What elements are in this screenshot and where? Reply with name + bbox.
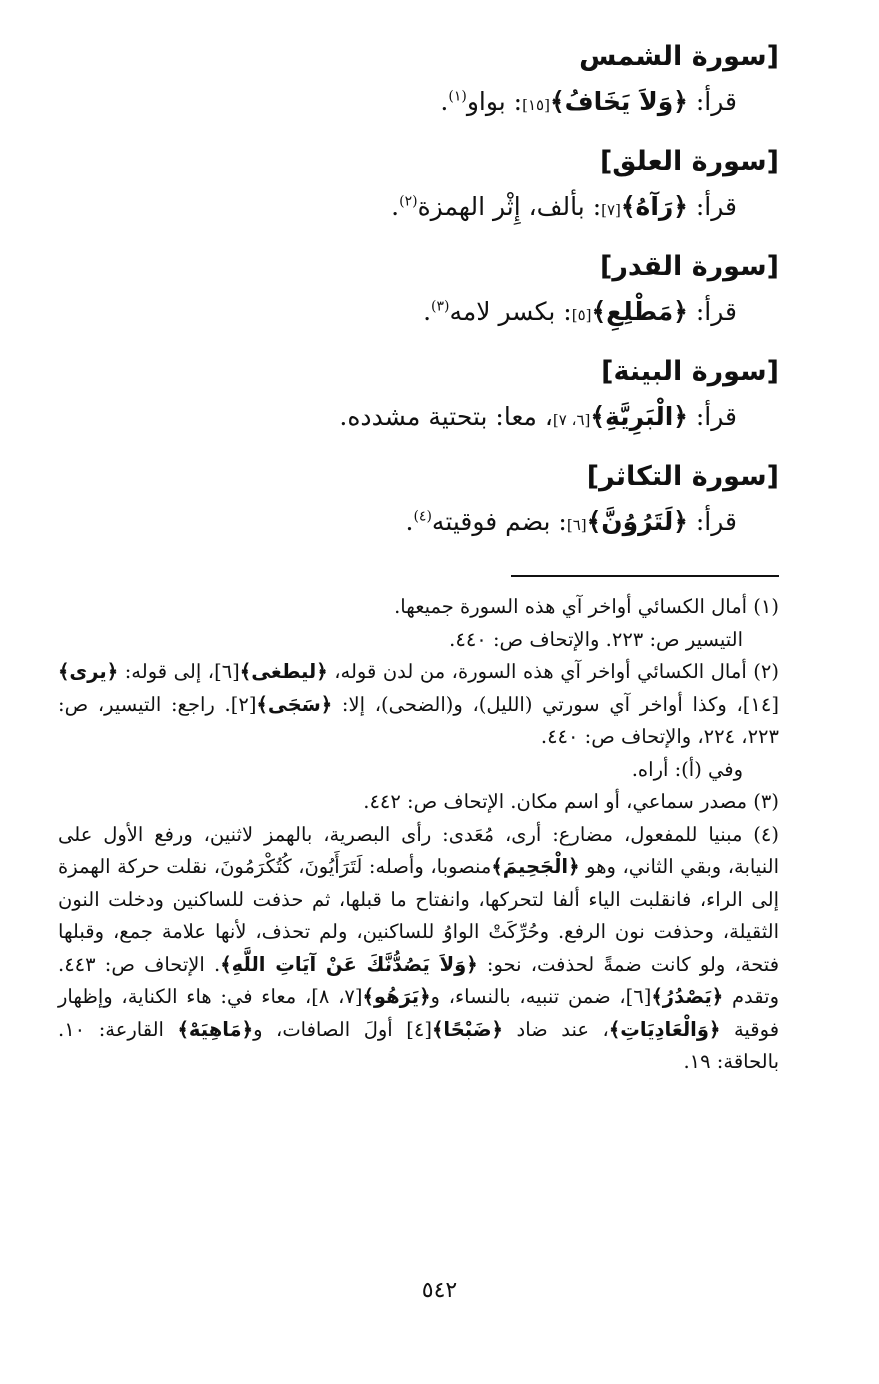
reading-text: : بضم فوقيته xyxy=(431,507,567,536)
reading-text: : بألف، إِثْر الهمزة xyxy=(417,192,602,221)
reading-line xyxy=(58,82,779,125)
footnote-3: (٣) مصدر سماعي، أو اسم مكان. الإتحاف ص: ٤٤٢. xyxy=(363,790,779,813)
quran-word: ﴿لَتَرُوُنَّ﴾ xyxy=(586,507,688,536)
footnote-text: [٢]. راجع: التيسير، ص: ٢٢٣، ٢٢٤، والإتحاف ص: ٤٤٠. xyxy=(58,692,779,748)
surah-heading: [سورة التكاثر] xyxy=(586,461,779,492)
quran-word: ﴿رَآهُ﴾ xyxy=(620,192,688,221)
quran-word: ﴿يَصْدُرُ﴾ xyxy=(651,985,724,1008)
quran-word: ﴿ضَبْحًا﴾ xyxy=(431,1017,503,1041)
footnote-text: ، عند ضاد xyxy=(502,1017,609,1041)
footnote-divider xyxy=(511,575,779,577)
reading-end: . xyxy=(405,507,414,536)
verse-ref: [٥] xyxy=(571,306,592,324)
quran-word: ﴿مَاهِيَهْ﴾ xyxy=(177,1017,254,1041)
reading-prefix: قرأ: xyxy=(687,402,737,431)
footnote-text: منصوبا، وأصله: لَتَرَأَيُونَ، كُتُكْرَمُونَ، نقلت حركة الهمزة إلى الراء، فانقلبت الياء ألفا لتحركها، وانفتاح ما قبلها، ثم حذفت للساكنين ودخلت النون الثقيلة، وحذفت نون الرفع. وحُرِّكَتْ الواوُ للساكنين، ولم تحذف، لأنها علامة جمع، وقبلها فتحة، ولو كانت ضمةً لحذفت، نحو: xyxy=(58,855,780,976)
surah-heading: [سورة الشمس xyxy=(579,41,779,72)
footnote-2 xyxy=(58,656,779,754)
surah-section-shams xyxy=(58,40,779,125)
surah-section-qadr xyxy=(58,250,779,335)
reading-end: . xyxy=(440,87,449,116)
page-number: ٥٤٢ xyxy=(421,1278,458,1303)
footnote-marker: (٤) xyxy=(413,508,432,525)
quran-word: ﴿سَجَى﴾ xyxy=(256,692,333,716)
reading-prefix: قرأ: xyxy=(687,507,737,536)
quran-word: ﴿ليطغى﴾ xyxy=(239,660,328,683)
reading-prefix: قرأ: xyxy=(687,87,737,116)
reading-line xyxy=(58,397,779,440)
footnote-text: (٢) أمال الكسائي أواخر آي هذه السورة، من لدن قوله، xyxy=(327,660,779,683)
footnote-text: (٤) مبنيا للمفعول، مضارع: أرى، مُعَدى: رأى البصرية، بالهمز لاثنين، ورفع الأول على النيابة، وبقي الثاني، وهو xyxy=(58,822,780,878)
quran-word: ﴿يَرَهُو﴾ xyxy=(362,985,431,1008)
footnote-1-source: التيسير ص: ٢٢٣. والإتحاف ص: ٤٤٠. xyxy=(449,627,743,651)
reading-text: : بكسر لامه xyxy=(449,297,572,326)
reading-line xyxy=(58,502,779,545)
reading-text: : بواو xyxy=(466,87,523,116)
reading-prefix: قرأ: xyxy=(687,192,737,221)
reading-prefix: قرأ: xyxy=(687,297,737,326)
verse-ref: [٧] xyxy=(601,201,621,219)
quran-word: ﴿مَطْلِعِ﴾ xyxy=(591,297,688,326)
reading-line xyxy=(58,187,779,230)
reading-text: ، معا: بتحتية مشدده. xyxy=(339,402,553,431)
verse-ref: [٦، ٧] xyxy=(552,411,591,429)
footnote-text: القارعة: ١٠. بالحاقة: ١٩. xyxy=(58,1017,779,1073)
surah-heading: [سورة القدر] xyxy=(599,251,779,282)
footnote-marker: (١) xyxy=(448,88,467,105)
surah-section-takathur xyxy=(58,460,779,545)
quran-word: ﴿وَلاَ يَصُدُّنَّكَ عَنْ آيَاتِ اللَّهِ﴾ xyxy=(220,952,478,976)
quran-word: ﴿وَلاَ يَخَافُ﴾ xyxy=(549,87,688,116)
surah-section-bayyina xyxy=(58,355,779,440)
reading-end: . xyxy=(391,192,400,221)
footnote-text: [١٤]، وكذا أواخر آي سورتي (الليل)، و(الضحى)، إلا: xyxy=(332,692,779,716)
footnote-text: . الإتحاف ص: ٤٤٣. وتقدم xyxy=(58,952,779,1008)
footnote-marker: (٢) xyxy=(399,193,418,210)
footnote-4 xyxy=(58,819,779,1079)
quran-word: ﴿وَالْعَادِيَاتِ﴾ xyxy=(608,1017,721,1041)
footnote-text: [٦]، إلى قوله: xyxy=(118,660,240,683)
footnotes xyxy=(58,591,779,1079)
quran-word: ﴿يرى﴾ xyxy=(58,660,119,683)
quran-word: ﴿الْجَحِيمَ﴾ xyxy=(491,855,580,878)
footnote-1: (١) أمال الكسائي أواخر آي هذه السورة جميعها. xyxy=(394,595,779,618)
quran-word: ﴿الْبَرِيَّةِ﴾ xyxy=(590,402,688,431)
footnote-marker: (٣) xyxy=(431,298,450,315)
verse-ref: [٦] xyxy=(566,516,587,534)
footnote-text: [٤] أولَ الصافات، و xyxy=(253,1017,432,1041)
reading-end: . xyxy=(423,297,432,326)
surah-section-alaq xyxy=(58,145,779,230)
reading-line xyxy=(58,292,779,335)
surah-heading: [سورة العلق] xyxy=(599,146,779,177)
footnote-2-variant: وفي (أ): أراه. xyxy=(631,757,743,781)
footnote-text: [٦]، ضمن تنبيه، بالنساء، و xyxy=(430,985,652,1008)
footnote-text: [٧، ٨]، معاء في: هاء الكناية، وإظهار فوقية xyxy=(58,985,780,1041)
verse-ref: [١٥] xyxy=(522,96,550,114)
surah-heading: [سورة البينة] xyxy=(601,356,779,387)
